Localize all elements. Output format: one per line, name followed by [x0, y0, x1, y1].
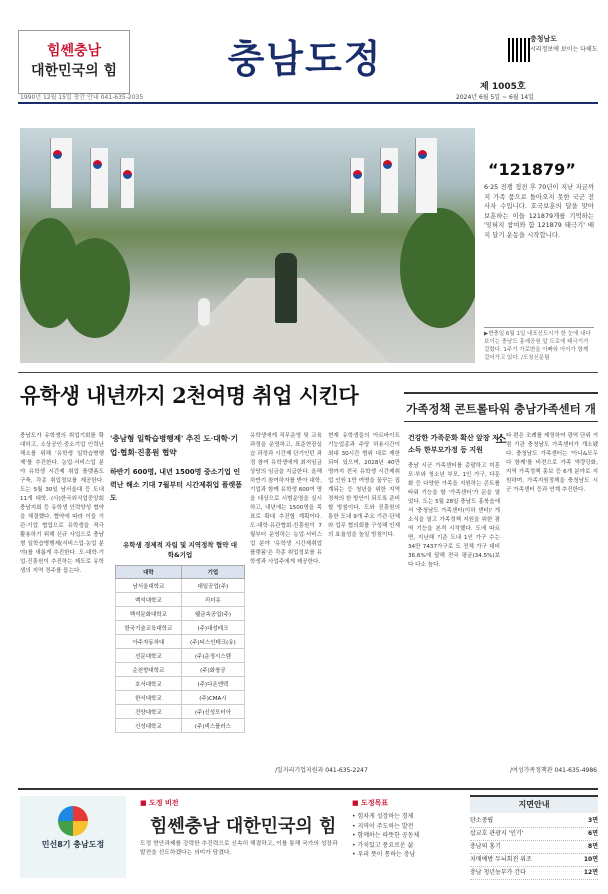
partner-table-title: 유학생 경제적 자립 및 지역정착 협약 대학&기업	[122, 541, 238, 559]
table-cell: (주)화창공	[181, 663, 244, 677]
index-item[interactable]	[470, 815, 598, 828]
brand-name: 충청남도	[530, 35, 558, 43]
article1-headline: 유학생 내년까지 2천여명 취업 시킨다	[20, 383, 359, 408]
index-item[interactable]	[470, 854, 598, 867]
index-item[interactable]	[470, 867, 598, 880]
section-rule	[18, 372, 598, 373]
administration-label: 민선8기 충남도정	[41, 840, 105, 849]
goal-item: • 함께하는 따뜻한 공동체	[352, 832, 420, 840]
index-page: 8면	[588, 843, 598, 850]
index-page: 12면	[583, 869, 598, 876]
pinwheel-icon	[58, 806, 88, 836]
table-row	[116, 593, 245, 607]
taegukgi-flag	[380, 148, 398, 213]
child-figure	[198, 298, 210, 326]
goal-item: • 가치있고 풍요로운 삶	[352, 841, 414, 849]
table-cell: (주)CMA시	[181, 691, 244, 705]
father-figure	[275, 253, 297, 323]
table-cell: 대일공업(주)	[181, 579, 244, 593]
header-rule	[18, 102, 598, 104]
table-cell: 웰금속공업(주)	[181, 607, 244, 621]
slogan-line-2: 대한민국의 힘	[30, 63, 118, 79]
issue-date: 2024년 6월 5일 ~ 6월 14일	[456, 94, 534, 101]
index-label: 탄소중립	[470, 817, 494, 824]
tree	[400, 208, 475, 328]
table-row	[116, 649, 245, 663]
goal-item: • 힘차게 성장하는 경제	[352, 813, 414, 820]
article1-col4: 현재 유학생들의 아르바이트 기능업종과 주당 허용시간이 최대 30시간 범위 내로 제한되어 있으며, 2028년 40만 명까지 전국 유학생 시간제취업 인원 1만 여명을 꿈꾸는 집계되는 등 청년을 위한 지역 정착의 한 방안이 되도록 준비할 방침이다. 도와 진흥원의 통한 도내 9개 주요 기관·단체와 업무 협의회를 구성해 인재의 효율성을 높일 방침이다.	[328, 433, 400, 538]
table-cell: (주)넥스플러스	[181, 719, 244, 733]
table-row	[116, 705, 245, 719]
index-item[interactable]	[470, 841, 598, 854]
article1-subhead-2: 하반기 600명, 내년 1500명 중소기업 인력난 해소 기대 7월부터 시간제취업 플랫폼도	[110, 468, 243, 502]
tree	[60, 238, 130, 338]
masthead-title: 충남도정	[227, 36, 383, 81]
index-label: 삽교호 관광지 '인기'	[470, 830, 524, 837]
footer-rule	[18, 788, 598, 790]
table-cell: 아주자동차대	[116, 635, 182, 649]
table-cell: 선문대학교	[116, 649, 182, 663]
table-row	[116, 579, 245, 593]
vision-slogan: 힘쎈충남 대한민국의 힘	[150, 816, 337, 837]
article1-col1: 충남도가 유학생의 취업기회를 확대하고, 소상공인·중소기업 인력난 해소를 위해 '유학생 일학습병행제'를 추진한다. 농업·서비스업 분야 유학생 시간제 취업 플랫폼도 구축, 각종 취업정보를 제공한다. 도는 5월 30일 남서울대 등 도내 11개 대학, (사)한국외식업중앙회 충남지회 등 유학생 인력양성 협약을 체결했다. 협약에 따라 이들 기관·기업 협업으로 유학생을 적극 활용하기 위해 신규 사업으로 충남형 일학습병행제(서비스업·농업 분야)를 새롭게 추진한다. 도·대학·기업·진흥원이 추진하는 제도로 유학생의 지역 정주를 돕는다.	[20, 433, 104, 574]
taegukgi-flag	[90, 148, 108, 208]
taegukgi-flag	[120, 158, 134, 208]
table-row	[116, 635, 245, 649]
table-cell: 한국기술교육대학교	[116, 621, 182, 635]
table-cell: (주)다온엔텍	[181, 677, 244, 691]
page-index	[470, 815, 598, 880]
index-page: 6면	[588, 830, 598, 837]
table-cell: 순천향대학교	[116, 663, 182, 677]
table-cell: 백석대학교	[116, 593, 182, 607]
index-page: 3면	[588, 817, 598, 824]
article2-col2: 타 편은 조례를 제정하여 광역 단위 거점 기관 충청남도 가족센터가 개소됐다. 충청남도 가족센터는 '아니&모두 다 함께'를 비전으로 가족 역량강화, 지역 가족정책 홍보 등 6개 분야로 지원하며, 가족지원정책을 충청남도 시군 가족센터 등과 연계 추진한다.	[506, 433, 598, 493]
administration-logo	[20, 796, 126, 878]
goals-heading: ■ 도정목표	[352, 799, 389, 807]
table-cell: 신성대학교	[116, 719, 182, 733]
table-header: 대학	[116, 566, 182, 579]
table-row	[116, 719, 245, 733]
table-cell: 호서대학교	[116, 677, 182, 691]
table-cell: (주)대성테크	[181, 621, 244, 635]
index-label: 치매예방 두뇌회전 위조	[470, 856, 532, 863]
table-cell: 건양대학교	[116, 705, 182, 719]
table-cell: (주)신성모터아	[181, 705, 244, 719]
vision-heading: ■ 도정 비전	[140, 799, 179, 807]
article2-byline: /여성가족정책관 041-635-4986	[510, 767, 598, 774]
table-row	[116, 691, 245, 705]
slogan-logo	[18, 30, 130, 94]
issue-number: 제 1005호	[480, 82, 526, 92]
taegukgi-flag	[415, 138, 437, 213]
table-row	[116, 677, 245, 691]
photo-body: 6·25 전쟁 정전 후 70년이 지난 지금까지 가족 품으로 돌아오지 못한 국군 전사자 수입니다. 호국보훈의 달을 맞아 보훈하는 이들 121879개를 기억하는 '잊혀지 참여와 함 121879 태극기' 배지 달기 운동을 시작합니다.	[484, 183, 594, 239]
article1-subhead-1: '충남형 일학습병행제' 추진 도·대학·기업·협회·진흥원 협약	[110, 434, 238, 457]
brand-site: 시리정보에 보이는 다해도	[530, 46, 598, 53]
slogan-line-1: 힘쎈충남	[46, 43, 102, 59]
taegukgi-flag	[50, 138, 72, 208]
index-label: 충남 청년농부가 간다	[470, 869, 526, 876]
partner-table	[115, 565, 245, 733]
index-heading: 지면안내	[470, 795, 598, 813]
goals-list	[352, 812, 419, 860]
table-row	[116, 607, 245, 621]
table-cell: (주)운정시스템	[181, 649, 244, 663]
article1-byline: /일자리기업지원과 041-635-2247	[275, 767, 368, 774]
article2-headline: 가족정책 콘트롤타워 충남가족센터 개소	[404, 392, 598, 422]
table-row	[116, 621, 245, 635]
brand-block	[530, 34, 604, 53]
table-cell: 백석문화대학교	[116, 607, 182, 621]
index-label: 충남의 홍기	[470, 843, 501, 850]
table-cell: 남서울대학교	[116, 579, 182, 593]
article2-col1: 충남 시군 가족센터를 총괄하고 미혼모·부와 청소년 부모, 1인 가구, 다문화 등 다양한 가족을 지원하는 콘트롤타워 기능을 할 '가족센터'가 문을 열었다. 도는 5월 28일 충남도 홍북읍에서 '충청남도 가족센터(이하 센터)' 개소식을 열고 가족정책 지원을 위한 광역 기능을 본격 시작했다. 도에 따르면, 지난해 기준 도내 1인 가구 수는 34만 7437가구로 도 전체 가구 대비 36.6%에 달해 전국 평균(34.5%)보다 다소 높다.	[408, 463, 500, 568]
goal-item: • 우리 뜻이 통하는 충남	[352, 851, 416, 859]
index-item[interactable]	[470, 828, 598, 841]
taegukgi-flag	[350, 158, 364, 213]
photo-title: “121879”	[488, 160, 576, 179]
table-header: 기업	[181, 566, 244, 579]
qr-code-icon	[508, 38, 530, 62]
index-page: 10면	[583, 856, 598, 863]
table-cell: (주)티스인테크(유)	[181, 635, 244, 649]
table-row	[116, 663, 245, 677]
photo-caption: ▶현충일 6월 1일 내포신도시가 한 눈에 내다보이는 충남도 홍예공원 앞 도로에 태극기가 걸렸다. 1주기 가로변을 아빠와 아이가 함께 걸어가고 있다. /도청신문팀	[484, 327, 594, 362]
article1-col3: 유학생에게 직무운영 및 교육과정을 운영하고, 표준현장실습 과정과 시간제 단기인턴 과정 참여 유학생에게 최저임금 상당의 임금을 지급한다. 올해 하반기 참여하자를 받아 대학, 기업과 함께 유학생 600여 명을 대상으로 시범운영을 실시하고, 내년에는 1500명을 목표로 확대 추진할 계획이다. 도·대학·유관협회·진흥원이 7월부터 운영하는 농업·서비스업 분야 '유학생 시간제취업 플랫폼'은 각종 취업정보를 유학생과 사업주에게 제공한다.	[250, 433, 322, 565]
article2-subhead: 건강한 가족문화 확산 앞장 저소득 한부모가정 등 지원	[408, 434, 499, 454]
establishment-info: 1990년 12월 15일 창간 안내 041-635-2035	[20, 94, 144, 101]
table-cell: 리더유	[181, 593, 244, 607]
goal-item: • 지역이 주도하는 발전	[352, 822, 414, 830]
cover-photo	[20, 128, 475, 363]
vision-body: 도정 현안과제를 강력한 추진력으로 신속히 해결하고, 이를 통해 국가의 성장과 발전을 선도하겠다는 의미가 담겼다.	[140, 841, 338, 856]
table-cell: 한서대학교	[116, 691, 182, 705]
